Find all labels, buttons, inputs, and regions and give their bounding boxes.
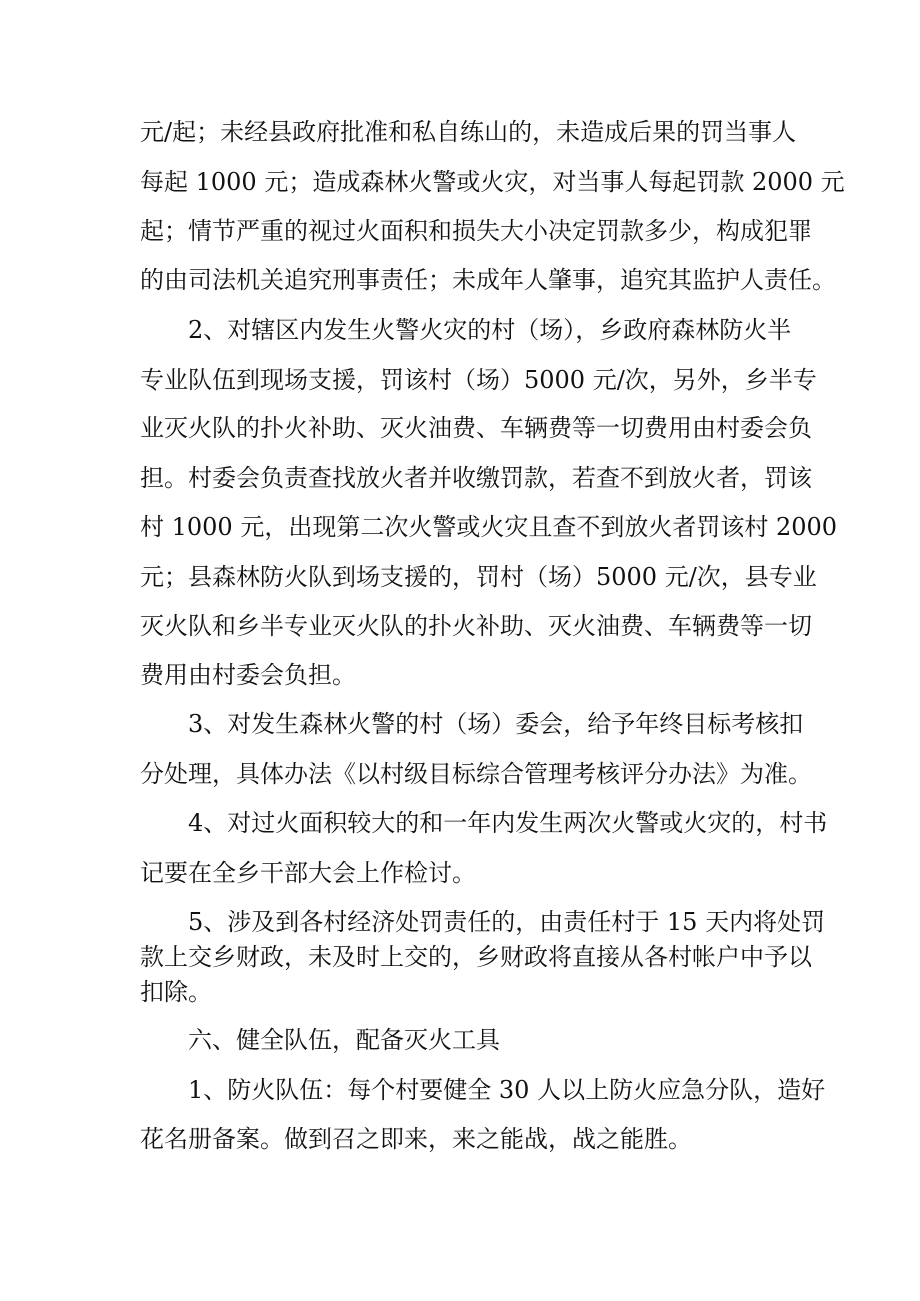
text-line: 花名册备案。做到召之即来，来之能战，战之能胜。 [140, 1125, 692, 1153]
section-heading: 六、健全队伍，配备灭火工具 [188, 1026, 500, 1054]
text-line: 元；县森林防火队到场支援的，罚村（场）5000 元/次，县专业 [140, 563, 817, 591]
paragraph-start-line: 1、防火队伍：每个村要健全 30 人以上防火应急分队，造好 [188, 1076, 826, 1104]
text-line: 元/起；未经县政府批准和私自练山的，未造成后果的罚当事人 [140, 118, 797, 146]
text-line: 担。村委会负责查找放火者并收缴罚款，若查不到放火者，罚该 [140, 464, 812, 492]
text-line: 费用由村委会负担。 [140, 661, 356, 689]
text-line: 的由司法机关追究刑事责任；未成年人肇事，追究其监护人责任。 [140, 266, 836, 294]
text-line: 专业队伍到现场支援，罚该村（场）5000 元/次，另外，乡半专 [140, 366, 817, 394]
paragraph-start-line: 3、对发生森林火警的村（场）委会，给予年终目标考核扣 [188, 710, 804, 738]
paragraph-start-line: 4、对过火面积较大的和一年内发生两次火警或火灾的，村书 [188, 809, 828, 837]
text-line: 村 1000 元，出现第二次火警或火灾且查不到放火者罚该村 2000 [140, 513, 838, 541]
text-line: 灭火队和乡半专业灭火队的扑火补助、灭火油费、车辆费等一切 [140, 612, 812, 640]
text-line: 分处理，具体办法《以村级目标综合管理考核评分办法》为准。 [140, 760, 812, 788]
text-line: 起；情节严重的视过火面积和损失大小决定罚款多少，构成犯罪 [140, 217, 812, 245]
text-line: 记要在全乡干部大会上作检讨。 [140, 859, 476, 887]
text-line: 款上交乡财政，未及时上交的，乡财政将直接从各村帐户中予以 [140, 943, 812, 971]
paragraph-start-line: 2、对辖区内发生火警火灾的村（场），乡政府森林防火半 [188, 316, 792, 344]
paragraph-start-line: 5、涉及到各村经济处罚责任的，由责任村于 15 天内将处罚 [188, 908, 826, 936]
text-line: 每起 1000 元；造成森林火警或火灾，对当事人每起罚款 2000 元 [140, 168, 845, 196]
text-line: 扣除。 [140, 978, 212, 1006]
text-line: 业灭火队的扑火补助、灭火油费、车辆费等一切费用由村委会负 [140, 414, 812, 442]
